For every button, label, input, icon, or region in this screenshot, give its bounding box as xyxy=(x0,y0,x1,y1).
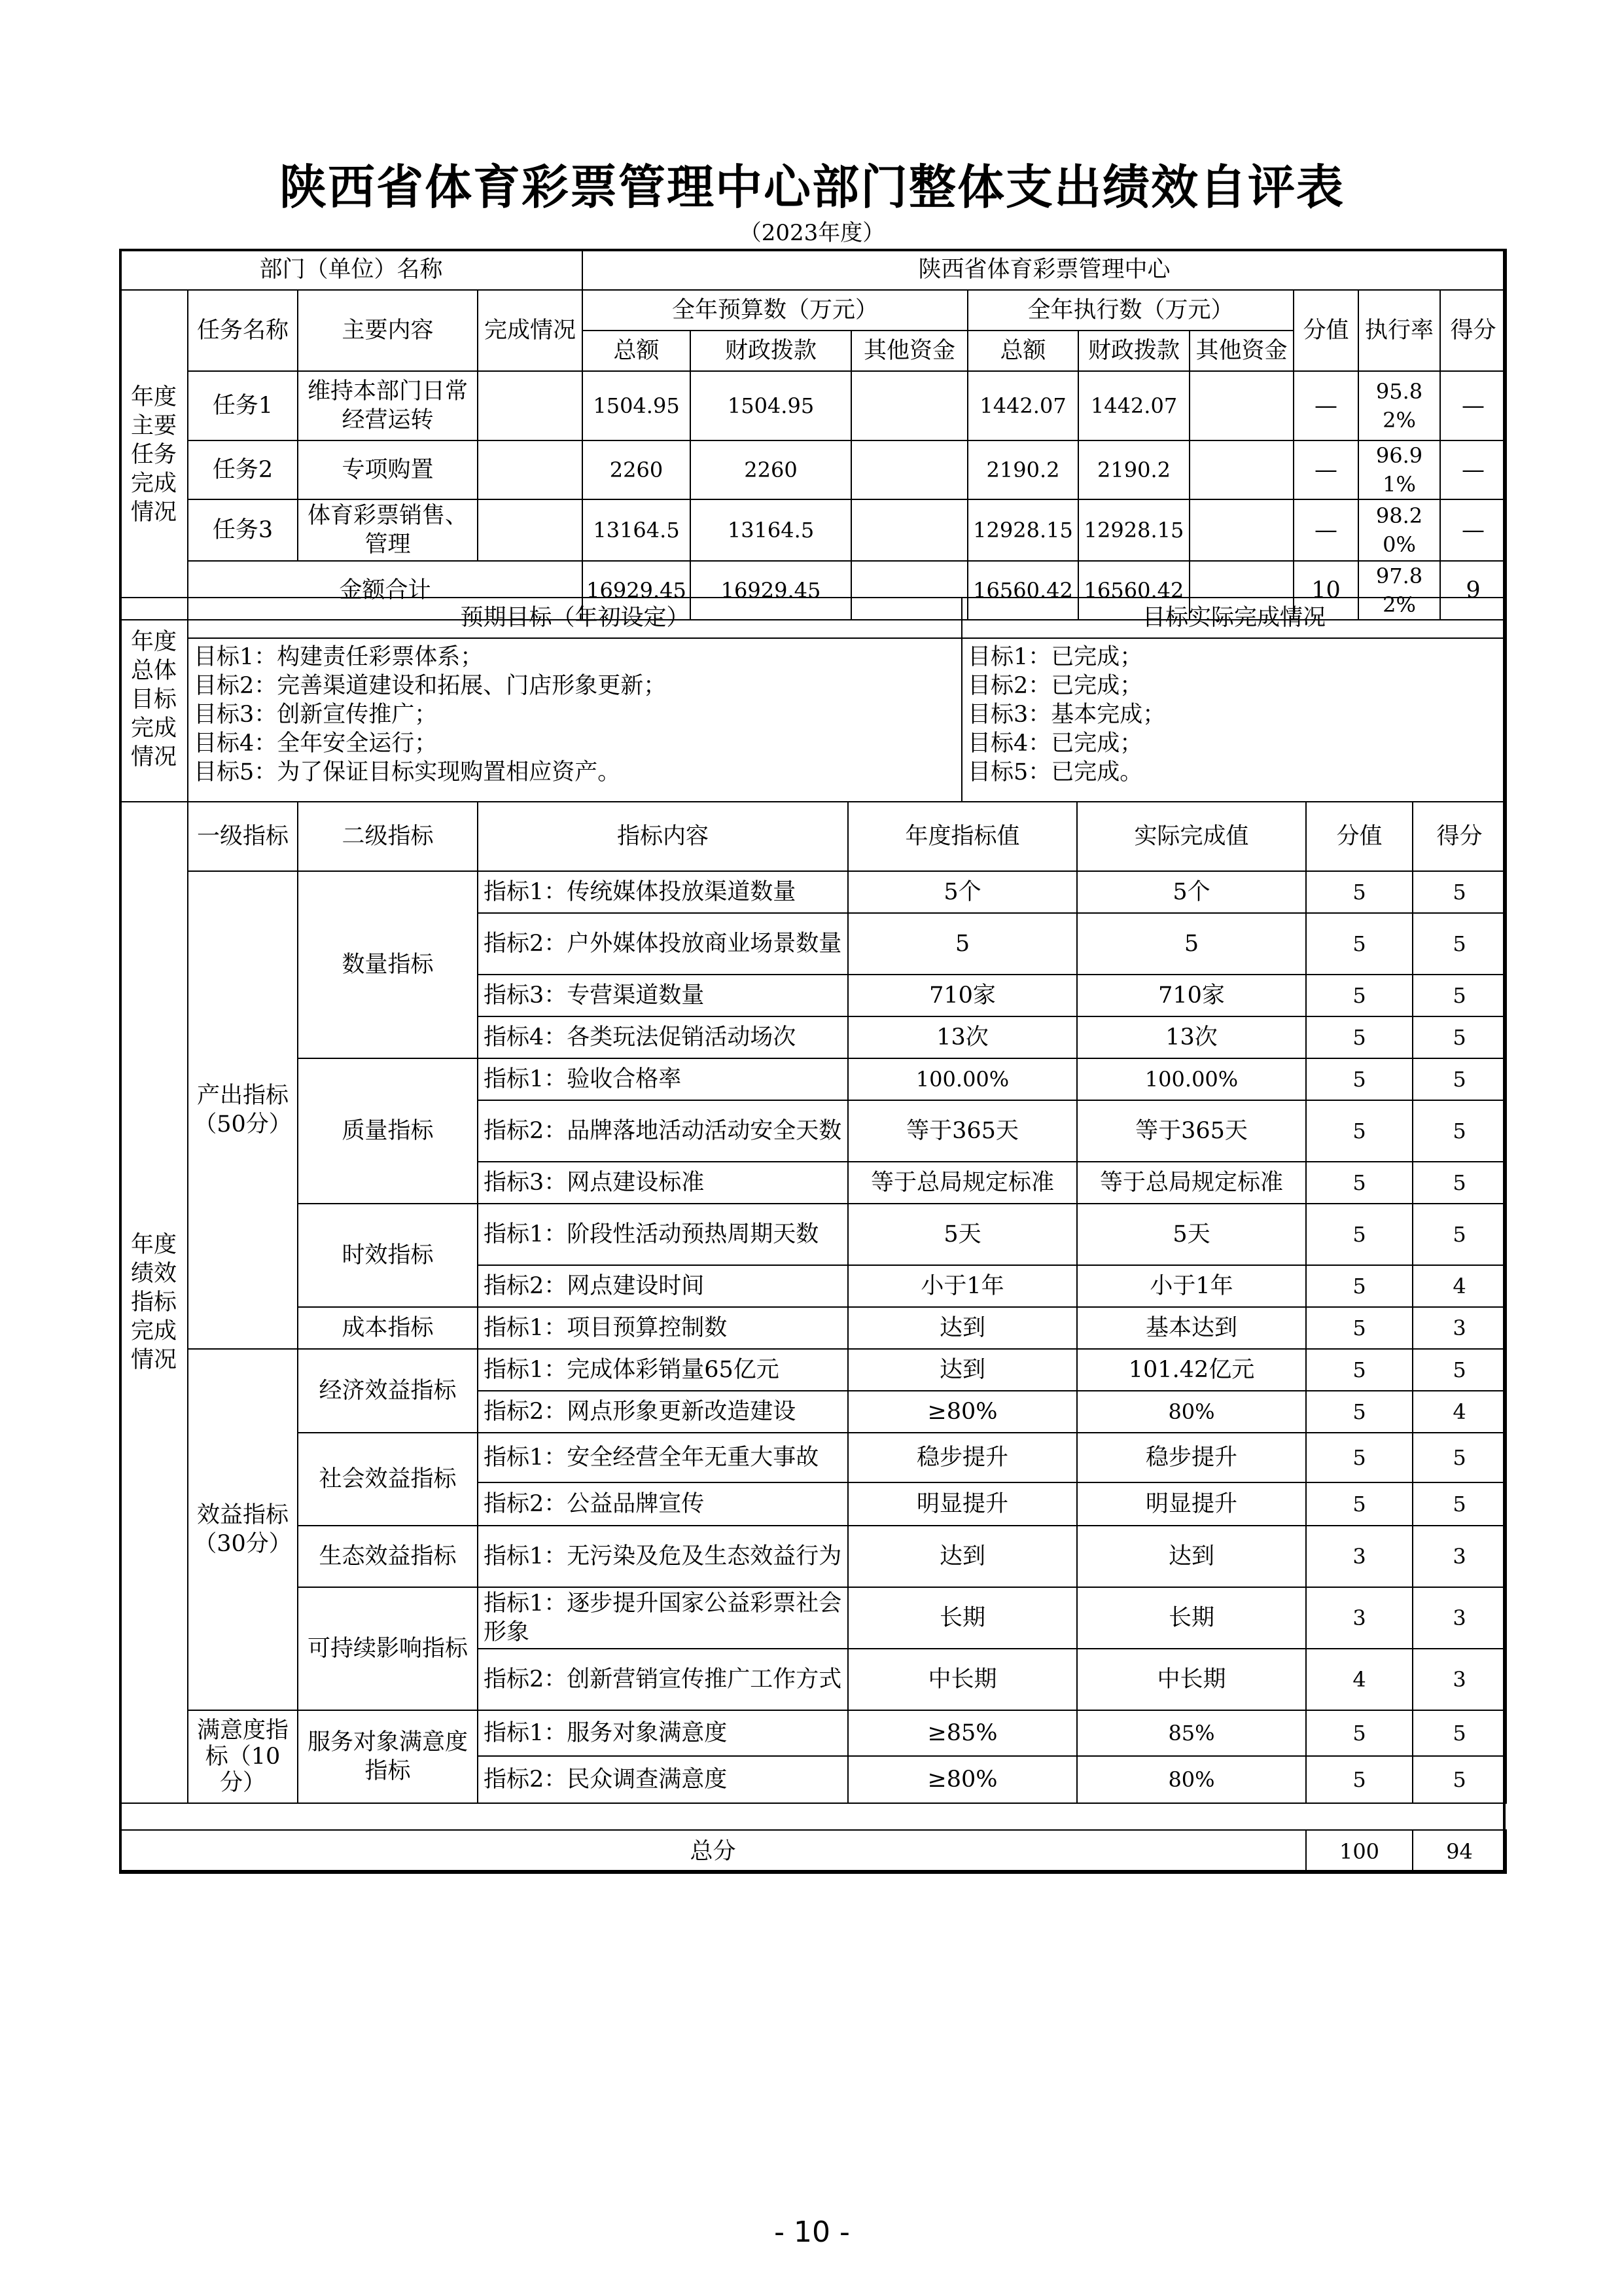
group-sustain: 可持续影响指标 xyxy=(298,1587,478,1710)
exec-other xyxy=(1190,499,1294,561)
indicator-score: 3 xyxy=(1306,1587,1413,1649)
indicator-got: 5 xyxy=(1413,1162,1506,1204)
group-social: 社会效益指标 xyxy=(298,1433,478,1526)
sum-rate: 97.82% xyxy=(1358,561,1440,620)
sum-exec-total: 16560.42 xyxy=(968,561,1078,620)
indicator-actual: 85% xyxy=(1077,1710,1306,1756)
col-budget: 全年预算数（万元） xyxy=(582,290,968,331)
actual-goals-header: 目标实际完成情况 xyxy=(962,598,1506,638)
indicator-actual: 710家 xyxy=(1077,975,1306,1016)
indicator-target: 710家 xyxy=(848,975,1077,1016)
budget-total: 13164.5 xyxy=(582,499,690,561)
indicator-got: 5 xyxy=(1413,1016,1506,1058)
task-score: — xyxy=(1294,499,1358,561)
indicator-got: 5 xyxy=(1413,1204,1506,1265)
indicator-row xyxy=(120,1349,1506,1391)
indicator-target: 13次 xyxy=(848,1016,1077,1058)
exec-fiscal: 2190.2 xyxy=(1078,440,1190,499)
indicator-target: ≥85% xyxy=(848,1710,1077,1756)
indicator-target: 明显提升 xyxy=(848,1482,1077,1526)
indicator-target: 达到 xyxy=(848,1307,1077,1349)
goal-item: 目标5：为了保证目标实现购置相应资产。 xyxy=(194,759,621,785)
perf-section-label: 年度绩效指标完成情况 xyxy=(120,802,188,1803)
indicator-got: 3 xyxy=(1413,1587,1506,1649)
indicator-actual: 等于总局规定标准 xyxy=(1077,1162,1306,1204)
indicator-content: 指标2：网点建设时间 xyxy=(478,1265,848,1307)
dept-label: 部门（单位）名称 xyxy=(120,249,582,290)
indicator-score: 5 xyxy=(1306,1307,1413,1349)
group-timeliness: 时效指标 xyxy=(298,1204,478,1307)
indicator-score: 4 xyxy=(1306,1649,1413,1710)
task-rate: 95.82% xyxy=(1358,371,1440,440)
budget-total: 2260 xyxy=(582,440,690,499)
indicator-got: 5 xyxy=(1413,1756,1506,1803)
col-indicator: 指标内容 xyxy=(478,802,848,871)
indicator-score: 5 xyxy=(1306,975,1413,1016)
task-row xyxy=(120,371,1506,440)
total-score: 100 xyxy=(1306,1830,1413,1873)
indicator-actual: 达到 xyxy=(1077,1526,1306,1587)
task-content: 维持本部门日常经营运转 xyxy=(298,371,478,440)
indicator-content: 指标2：公益品牌宣传 xyxy=(478,1482,848,1526)
indicator-row xyxy=(120,1058,1506,1100)
goal-item: 目标3：创新宣传推广； xyxy=(194,702,438,728)
indicator-actual: 80% xyxy=(1077,1391,1306,1433)
col-exec-fiscal: 财政拨款 xyxy=(1078,331,1190,371)
sum-budget-total: 16929.45 xyxy=(582,561,690,620)
indicator-score: 5 xyxy=(1306,1162,1413,1204)
indicator-target: 长期 xyxy=(848,1587,1077,1649)
exec-total: 1442.07 xyxy=(968,371,1078,440)
task-row xyxy=(120,499,1506,561)
budget-other xyxy=(851,371,968,440)
goals-section-label: 年度总体目标完成情况 xyxy=(120,598,188,802)
col-status: 完成情况 xyxy=(478,290,582,371)
goal-status: 目标5：已完成。 xyxy=(968,759,1143,785)
indicator-score: 5 xyxy=(1306,1100,1413,1162)
task-name: 任务2 xyxy=(188,440,298,499)
col-budget-total: 总额 xyxy=(582,331,690,371)
sum-got: 9 xyxy=(1440,561,1506,620)
indicator-got: 3 xyxy=(1413,1526,1506,1587)
budget-fiscal: 1504.95 xyxy=(690,371,851,440)
indicator-score: 5 xyxy=(1306,913,1413,975)
indicator-actual: 小于1年 xyxy=(1077,1265,1306,1307)
indicator-got: 4 xyxy=(1413,1391,1506,1433)
group-quality: 质量指标 xyxy=(298,1058,478,1204)
budget-fiscal: 2260 xyxy=(690,440,851,499)
indicator-score: 5 xyxy=(1306,871,1413,913)
indicator-target: 达到 xyxy=(848,1349,1077,1391)
task-got: — xyxy=(1440,499,1506,561)
col-task-name: 任务名称 xyxy=(188,290,298,371)
group-quantity: 数量指标 xyxy=(298,871,478,1058)
group-benefit: 效益指标（30分） xyxy=(188,1349,298,1710)
sum-label: 金额合计 xyxy=(188,561,582,620)
budget-other xyxy=(851,499,968,561)
indicator-content: 指标1：传统媒体投放渠道数量 xyxy=(478,871,848,913)
col-exec-total: 总额 xyxy=(968,331,1078,371)
task-content: 体育彩票销售、管理 xyxy=(298,499,478,561)
col-got: 得分 xyxy=(1413,802,1506,871)
indicator-row xyxy=(120,1587,1506,1649)
indicator-score: 5 xyxy=(1306,1482,1413,1526)
indicator-got: 5 xyxy=(1413,975,1506,1016)
indicator-score: 5 xyxy=(1306,1265,1413,1307)
sum-budget-fiscal: 16929.45 xyxy=(690,561,851,620)
indicator-target: 中长期 xyxy=(848,1649,1077,1710)
indicator-score: 5 xyxy=(1306,1756,1413,1803)
indicator-actual: 5个 xyxy=(1077,871,1306,913)
indicator-score: 5 xyxy=(1306,1433,1413,1482)
goal-item: 目标1：构建责任彩票体系； xyxy=(194,644,484,670)
goal-status: 目标2：已完成； xyxy=(968,673,1143,699)
group-eco: 生态效益指标 xyxy=(298,1526,478,1587)
indicator-target: 等于365天 xyxy=(848,1100,1077,1162)
indicator-got: 3 xyxy=(1413,1649,1506,1710)
total-got: 94 xyxy=(1413,1830,1506,1873)
indicator-got: 5 xyxy=(1413,1349,1506,1391)
indicator-content: 指标1：项目预算控制数 xyxy=(478,1307,848,1349)
sum-score: 10 xyxy=(1294,561,1358,620)
indicator-content: 指标2：创新营销宣传推广工作方式 xyxy=(478,1649,848,1710)
budget-total: 1504.95 xyxy=(582,371,690,440)
indicator-target: 100.00% xyxy=(848,1058,1077,1100)
total-table xyxy=(119,1829,1507,1874)
goal-item: 目标4：全年安全运行； xyxy=(194,730,438,757)
budget-other xyxy=(851,440,968,499)
indicator-row xyxy=(120,1307,1506,1349)
indicator-score: 5 xyxy=(1306,1204,1413,1265)
indicator-actual: 长期 xyxy=(1077,1587,1306,1649)
indicator-content: 指标1：服务对象满意度 xyxy=(478,1710,848,1756)
indicator-got: 3 xyxy=(1413,1307,1506,1349)
indicator-got: 4 xyxy=(1413,1265,1506,1307)
indicator-content: 指标1：逐步提升国家公益彩票社会形象 xyxy=(478,1587,848,1649)
col-actual: 实际完成值 xyxy=(1077,802,1306,871)
indicator-target: 达到 xyxy=(848,1526,1077,1587)
indicator-actual: 中长期 xyxy=(1077,1649,1306,1710)
group-satisfaction: 满意度指标（10分） xyxy=(188,1710,298,1803)
exec-fiscal: 1442.07 xyxy=(1078,371,1190,440)
sum-exec-fiscal: 16560.42 xyxy=(1078,561,1190,620)
indicator-content: 指标1：完成体彩销量65亿元 xyxy=(478,1349,848,1391)
indicator-got: 5 xyxy=(1413,1482,1506,1526)
col-score: 分值 xyxy=(1306,802,1413,871)
indicator-target: 小于1年 xyxy=(848,1265,1077,1307)
indicator-got: 5 xyxy=(1413,1710,1506,1756)
indicator-got: 5 xyxy=(1413,1100,1506,1162)
col-main-content: 主要内容 xyxy=(298,290,478,371)
indicator-row xyxy=(120,1710,1506,1756)
indicator-content: 指标1：安全经营全年无重大事故 xyxy=(478,1433,848,1482)
task-score: — xyxy=(1294,440,1358,499)
indicator-actual: 稳步提升 xyxy=(1077,1433,1306,1482)
indicator-actual: 5 xyxy=(1077,913,1306,975)
dept-name: 陕西省体育彩票管理中心 xyxy=(582,249,1506,290)
exec-total: 12928.15 xyxy=(968,499,1078,561)
page-number: - 10 - xyxy=(774,2215,850,2249)
exec-total: 2190.2 xyxy=(968,440,1078,499)
task-name: 任务1 xyxy=(188,371,298,440)
indicator-content: 指标3：专营渠道数量 xyxy=(478,975,848,1016)
indicator-actual: 100.00% xyxy=(1077,1058,1306,1100)
task-row xyxy=(120,440,1506,499)
indicator-actual: 13次 xyxy=(1077,1016,1306,1058)
group-cost: 成本指标 xyxy=(298,1307,478,1349)
indicator-content: 指标1：阶段性活动预热周期天数 xyxy=(478,1204,848,1265)
task-status xyxy=(478,371,582,440)
exec-other xyxy=(1190,440,1294,499)
indicator-content: 指标2：户外媒体投放商业场景数量 xyxy=(478,913,848,975)
col-budget-fiscal: 财政拨款 xyxy=(690,331,851,371)
indicator-row xyxy=(120,871,1506,913)
indicator-got: 5 xyxy=(1413,913,1506,975)
col-target: 年度指标值 xyxy=(848,802,1077,871)
indicator-got: 5 xyxy=(1413,1058,1506,1100)
indicator-content: 指标1：无污染及危及生态效益行为 xyxy=(478,1526,848,1587)
task-rate: 98.20% xyxy=(1358,499,1440,561)
task-name: 任务3 xyxy=(188,499,298,561)
indicator-target: ≥80% xyxy=(848,1391,1077,1433)
task-score: — xyxy=(1294,371,1358,440)
indicator-target: 5个 xyxy=(848,871,1077,913)
performance-table xyxy=(119,801,1507,1804)
indicator-score: 5 xyxy=(1306,1710,1413,1756)
col-got: 得分 xyxy=(1440,290,1506,371)
indicator-row xyxy=(120,1526,1506,1587)
exec-fiscal: 12928.15 xyxy=(1078,499,1190,561)
expected-goals-header: 预期目标（年初设定） xyxy=(188,598,962,638)
indicator-target: ≥80% xyxy=(848,1756,1077,1803)
year-subtitle: （2023年度） xyxy=(739,220,885,246)
task-got: — xyxy=(1440,371,1506,440)
indicator-score: 5 xyxy=(1306,1391,1413,1433)
indicator-content: 指标2：品牌落地活动活动安全天数 xyxy=(478,1100,848,1162)
indicator-got: 5 xyxy=(1413,1433,1506,1482)
indicator-score: 3 xyxy=(1306,1526,1413,1587)
indicator-content: 指标2：网点形象更新改造建设 xyxy=(478,1391,848,1433)
budget-fiscal: 13164.5 xyxy=(690,499,851,561)
indicator-actual: 5天 xyxy=(1077,1204,1306,1265)
indicator-row xyxy=(120,1204,1506,1265)
actual-goals xyxy=(962,638,1506,802)
group-service: 服务对象满意度指标 xyxy=(298,1710,478,1803)
indicator-actual: 基本达到 xyxy=(1077,1307,1306,1349)
indicator-actual: 101.42亿元 xyxy=(1077,1349,1306,1391)
goal-status: 目标4：已完成； xyxy=(968,730,1143,757)
page-title: 陕西省体育彩票管理中心部门整体支出绩效自评表 xyxy=(279,160,1345,215)
indicator-content: 指标1：验收合格率 xyxy=(478,1058,848,1100)
task-rate: 96.91% xyxy=(1358,440,1440,499)
indicator-got: 5 xyxy=(1413,871,1506,913)
col-level1: 一级指标 xyxy=(188,802,298,871)
col-exec: 全年执行数（万元） xyxy=(968,290,1294,331)
indicator-score: 5 xyxy=(1306,1058,1413,1100)
task-got: — xyxy=(1440,440,1506,499)
goal-status: 目标3：基本完成； xyxy=(968,702,1166,728)
indicator-target: 5 xyxy=(848,913,1077,975)
group-output: 产出指标（50分） xyxy=(188,871,298,1349)
indicator-score: 5 xyxy=(1306,1349,1413,1391)
goals-table xyxy=(119,597,1507,802)
tasks-section-label: 年度主要任务完成情况 xyxy=(120,290,188,620)
expected-goals xyxy=(188,638,962,802)
col-rate: 执行率 xyxy=(1358,290,1440,371)
indicator-target: 等于总局规定标准 xyxy=(848,1162,1077,1204)
indicator-content: 指标3：网点建设标准 xyxy=(478,1162,848,1204)
indicator-row xyxy=(120,1433,1506,1482)
col-level2: 二级指标 xyxy=(298,802,478,871)
group-economic: 经济效益指标 xyxy=(298,1349,478,1433)
goal-status: 目标1：已完成； xyxy=(968,644,1143,670)
col-score: 分值 xyxy=(1294,290,1358,371)
indicator-content: 指标2：民众调查满意度 xyxy=(478,1756,848,1803)
indicator-content: 指标4：各类玩法促销活动场次 xyxy=(478,1016,848,1058)
task-status xyxy=(478,440,582,499)
col-budget-other: 其他资金 xyxy=(851,331,968,371)
task-status xyxy=(478,499,582,561)
indicator-target: 稳步提升 xyxy=(848,1433,1077,1482)
tasks-table xyxy=(119,249,1507,620)
col-exec-other: 其他资金 xyxy=(1190,331,1294,371)
indicator-score: 5 xyxy=(1306,1016,1413,1058)
exec-other xyxy=(1190,371,1294,440)
indicator-actual: 80% xyxy=(1077,1756,1306,1803)
indicator-actual: 明显提升 xyxy=(1077,1482,1306,1526)
indicator-actual: 等于365天 xyxy=(1077,1100,1306,1162)
indicator-target: 5天 xyxy=(848,1204,1077,1265)
goal-item: 目标2：完善渠道建设和拓展、门店形象更新； xyxy=(194,673,667,699)
total-row xyxy=(120,1830,1506,1873)
task-content: 专项购置 xyxy=(298,440,478,499)
total-label: 总分 xyxy=(120,1830,1306,1873)
